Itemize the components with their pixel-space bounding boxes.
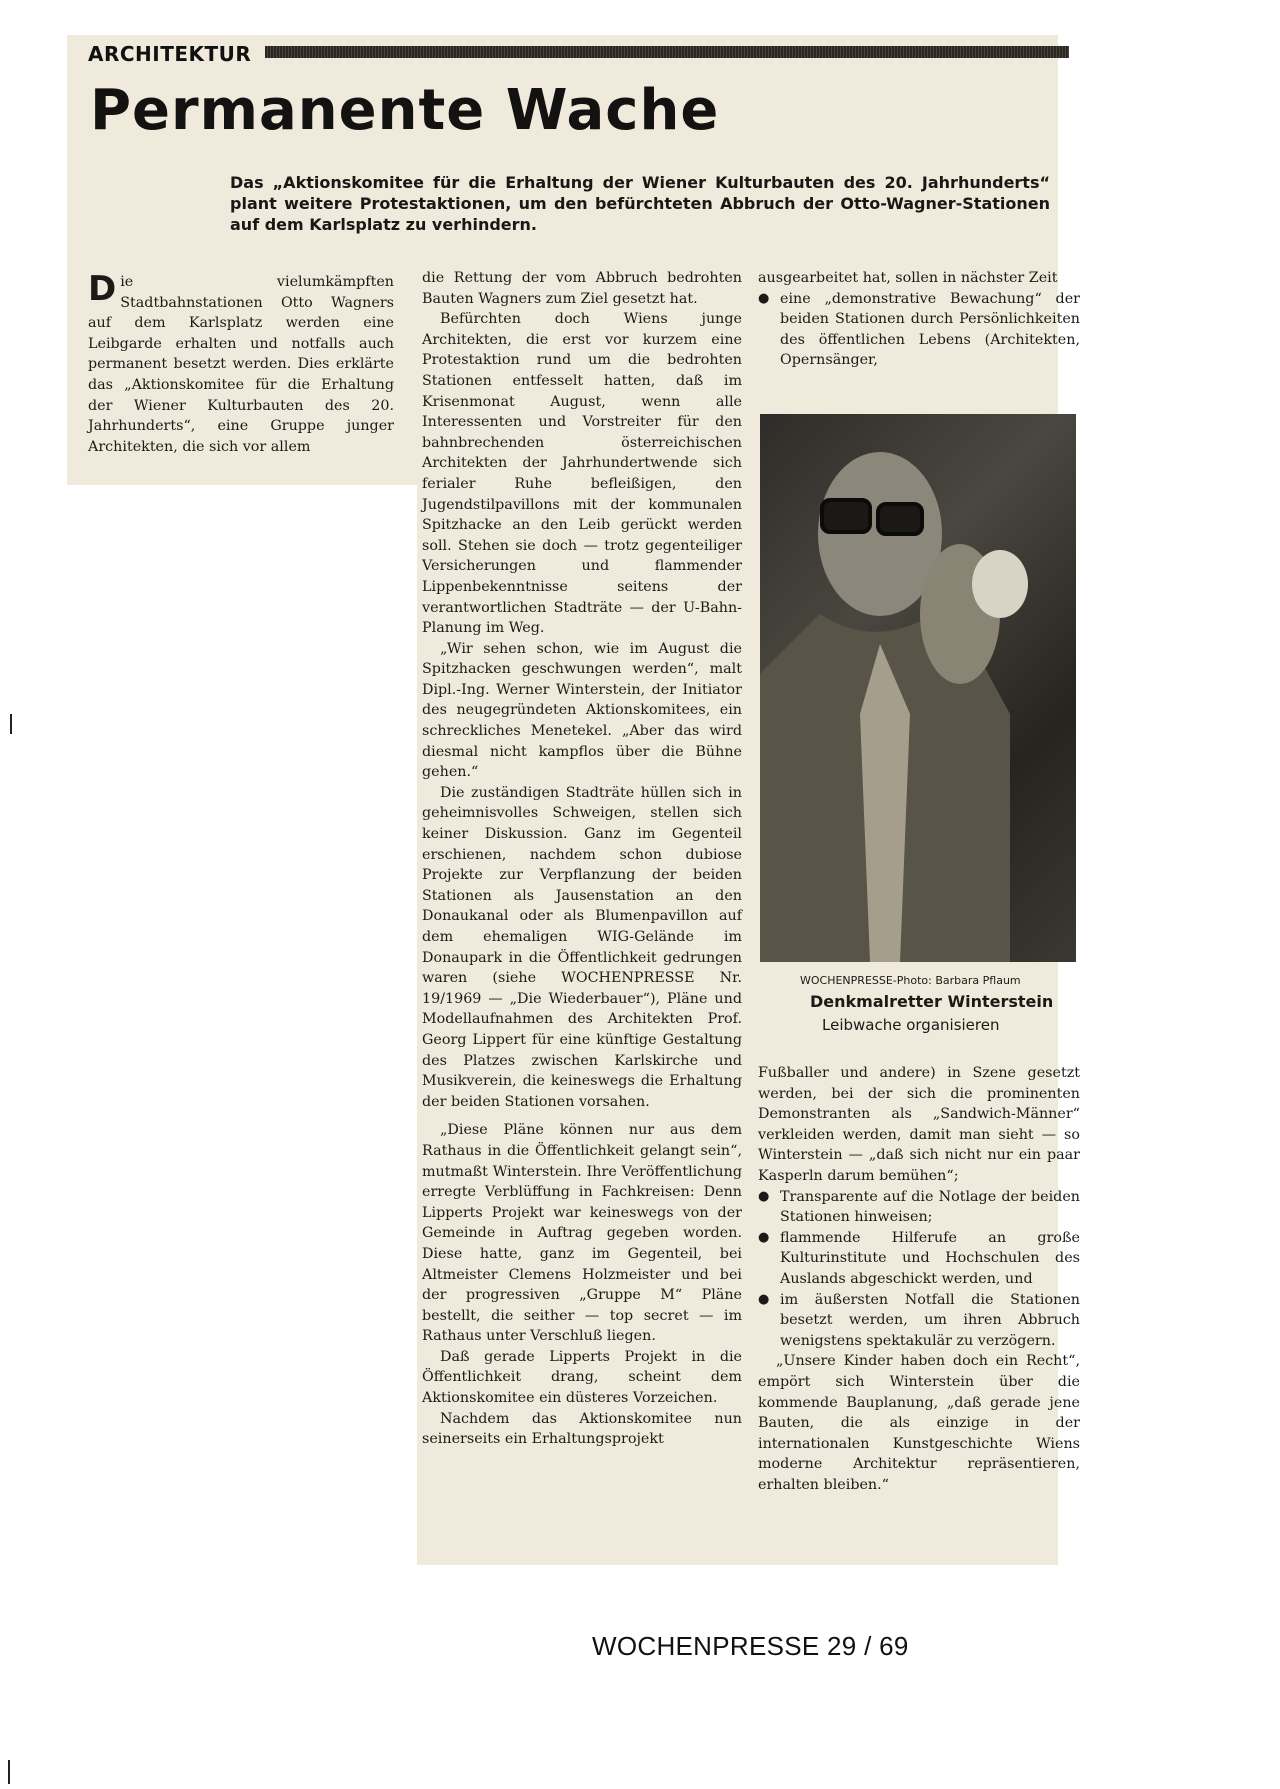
lead-paragraph: Das „Aktionskomitee für die Erhaltung der Wiener Kulturbauten des 20. Jahrhunderts“ plant weitere Protestaktionen, um den befürchteten Abbruch der Otto-Wagner-Stationen auf dem Karlsplatz zu verhindern. [230,173,1050,234]
portrait-photo [760,414,1076,962]
bullet-item: ● Transparente auf die Notlage der beiden Stationen hinweisen; [758,1187,1080,1228]
column-2-paragraph: die Rettung der vom Abbruch bedrohten Bauten Wagners zum Ziel gesetzt hat. [422,270,742,307]
article-column-2 [422,268,742,1450]
bullet-item: ● im äußersten Notfall die Stationen besetzt werden, um ihren Abbruch wenigstens spektakulär zu verzögern. [758,1290,1080,1352]
headline: Permanente Wache [90,78,720,143]
column-2-paragraph: Befürchten doch Wiens junge Architekten, die erst vor kurzem eine Protestaktion rund um die bedrohten Stationen entfesselt hatten, daß im Krisenmonat August, wenn alle Interessenten und Vorstreiter für den bahnbrechenden österreichischen Architekten der Jahrhundertwende sich ferialer Ruhe befleißigen, den Jugendstilpavillons mit der kommunalen Spitzhacke an den Leib gerückt werden soll. Stehen sie doch — trotz gegenteiliger Versicherungen und flammender Lippenbekenntnisse seitens der verantwortlichen Stadträte — der U-Bahn-Planung im Weg. [422,311,742,637]
column-3-continuation: Fußballer und andere) in Szene gesetzt werden, bei der sich die prominenten Demonstranten als „Sandwich-Männer“ verkleiden werden, damit man sieht — so Winterstein — „daß sich nicht nur ein paar Kasperln darum bemühen“; [758,1065,1080,1184]
drop-cap: D [88,269,117,309]
scan-mark [10,714,12,734]
bullet-item: ● eine „demonstrative Bewachung“ der beiden Stationen durch Persönlichkeiten des öffentlichen Lebens (Architekten, Opernsänger, [758,289,1080,371]
closing-paragraph: „Unsere Kinder haben doch ein Recht“, empört sich Winterstein über die kommende Bauplanung, „daß gerade jene Bauten, die als einzige in der internationalen Kunstgeschichte Wiens moderne Architektur repräsentieren, erhalten bleiben.“ [758,1353,1080,1493]
column-2-paragraph: Nachdem das Aktionskomitee nun seinerseits ein Erhaltungsprojekt [422,1410,742,1448]
publication-footer: WOCHENPRESSE 29 / 69 [592,1631,909,1661]
article-column-1 [88,269,394,457]
photo-credit: WOCHENPRESSE-Photo: Barbara Pflaum [800,974,1021,987]
column-2-paragraph: Daß gerade Lipperts Projekt in die Öffentlichkeit drang, scheint dem Aktionskomitee ein düsteres Vorzeichen. [422,1348,742,1407]
section-label: ARCHITEKTUR [88,42,252,66]
photo-caption-title: Denkmalretter Winterstein [810,992,1054,1011]
section-rule [265,46,1069,58]
column-2-paragraph: „Wir sehen schon, wie im August die Spitzhacken geschwungen werden“, malt Dipl.-Ing. Werner Winterstein, der Initiator des neugegründeten Aktionskomitees, ein schreckliches Menetekel. „Aber das wird diesmal nicht kampflos über die Bühne gehen.“ [422,640,742,781]
column-1-text: ie vielumkämpften Stadtbahnstationen Otto Wagners auf dem Karlsplatz werden eine Leibgarde erhalten und notfalls auch permanent besetzt werden. Dies erklärte das „Aktionskomitee für die Erhaltung der Wiener Kulturbauten des 20. Jahrhunderts“, eine Gruppe junger Architekten, die sich vor allem [88,274,394,455]
section-bar [80,40,1069,64]
article-column-3-top [758,268,1080,371]
article-column-3-bottom [758,1063,1080,1495]
scan-mark [8,1760,10,1784]
bullet-item: ● flammende Hilferufe an große Kulturinstitute und Hochschulen des Auslands abgeschickt werden, und [758,1228,1080,1290]
column-2-paragraph: „Diese Pläne können nur aus dem Rathaus in die Öffentlichkeit gelangt sein“, mutmaßt Winterstein. Ihre Veröffentlichung erregte Verblüffung in Fachkreisen: Denn Lipperts Projekt war keineswegs von der Gemeinde in Auftrag gegeben worden. Diese hatte, ganz im Gegenteil, bei Altmeister Clemens Holzmeister und bei der progressiven „Gruppe M“ Pläne bestellt, die seither — top secret — im Rathaus unter Verschluß liegen. [422,1122,742,1345]
column-2-paragraph: Die zuständigen Stadträte hüllen sich in geheimnisvolles Schweigen, stellen sich keiner Diskussion. Ganz im Gegenteil erschienen, nachdem schon dubiose Projekte zur Verpflanzung der beiden Stationen als Jausenstation an den Donaukanal oder als Blumenpavillon auf dem ehemaligen WIG-Gelände im Donaupark in die Öffentlichkeit gedrungen waren (siehe WOCHENPRESSE Nr. 19/1969 — „Die Wiederbauer“), Pläne und Modellaufnahmen des Architekten Prof. Georg Lippert für eine künftige Gestaltung des Platzes zwischen Karlskirche und Musikverein, die keineswegs die Erhaltung der beiden Stationen vorsahen. [422,784,742,1110]
photo-caption-subtitle: Leibwache organisieren [822,1016,1000,1034]
column-3-text: ausgearbeitet hat, sollen in nächster Zeit [758,270,1058,286]
